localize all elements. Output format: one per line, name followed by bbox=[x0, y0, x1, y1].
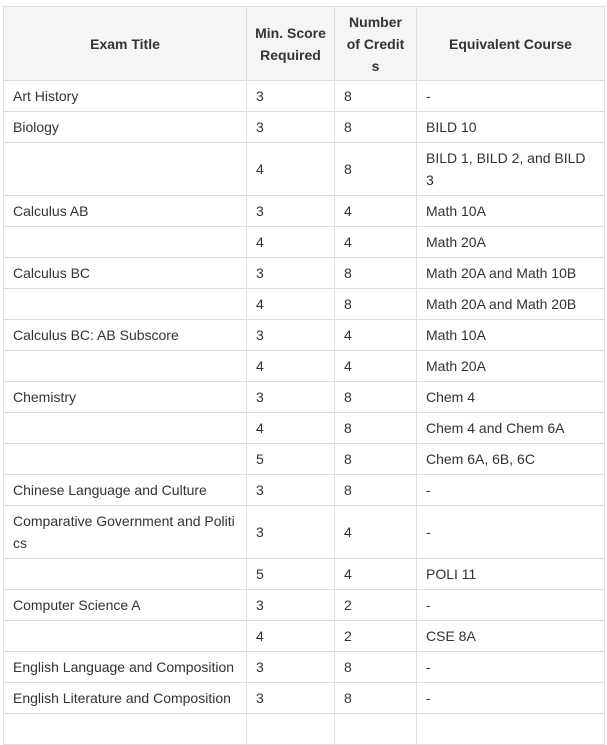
table-row bbox=[4, 320, 605, 351]
cell-min-score: 4 bbox=[247, 227, 335, 258]
table-header-row bbox=[4, 7, 605, 81]
table-row bbox=[4, 258, 605, 289]
table-row bbox=[4, 382, 605, 413]
table-row bbox=[4, 351, 605, 382]
cell-equivalent-course: BILD 1, BILD 2, and BILD 3 bbox=[417, 143, 605, 196]
cell-min-score: 3 bbox=[247, 590, 335, 621]
cell-min-score: 3 bbox=[247, 652, 335, 683]
cell-equivalent-course: - bbox=[417, 475, 605, 506]
cell-equivalent-course: - bbox=[417, 506, 605, 559]
table-row bbox=[4, 112, 605, 143]
cell-equivalent-course: Math 10A bbox=[417, 196, 605, 227]
cell-equivalent-course: - bbox=[417, 652, 605, 683]
cell-equivalent-course: Chem 4 and Chem 6A bbox=[417, 413, 605, 444]
cell-min-score: 3 bbox=[247, 258, 335, 289]
cell-min-score: 3 bbox=[247, 683, 335, 714]
cell-exam-title: Calculus BC: AB Subscore bbox=[4, 320, 247, 351]
cell-min-score: 5 bbox=[247, 559, 335, 590]
cell-equivalent-course: Math 20A and Math 10B bbox=[417, 258, 605, 289]
cell-exam-title bbox=[4, 444, 247, 475]
cell-credits: 4 bbox=[335, 559, 417, 590]
cell-credits bbox=[335, 714, 417, 745]
cell-min-score: 3 bbox=[247, 506, 335, 559]
cell-exam-title bbox=[4, 289, 247, 320]
cell-equivalent-course: POLI 11 bbox=[417, 559, 605, 590]
cell-min-score: 4 bbox=[247, 413, 335, 444]
table-row bbox=[4, 444, 605, 475]
cell-exam-title bbox=[4, 227, 247, 258]
header-equivalent-course: Equivalent Course bbox=[417, 7, 605, 81]
cell-exam-title bbox=[4, 621, 247, 652]
cell-credits: 8 bbox=[335, 413, 417, 444]
table-body bbox=[4, 81, 605, 745]
cell-exam-title: Art History bbox=[4, 81, 247, 112]
table-row bbox=[4, 590, 605, 621]
cell-exam-title: English Literature and Composition bbox=[4, 683, 247, 714]
cell-equivalent-course: Math 10A bbox=[417, 320, 605, 351]
cell-equivalent-course bbox=[417, 714, 605, 745]
table-row bbox=[4, 475, 605, 506]
cell-equivalent-course: Math 20A bbox=[417, 227, 605, 258]
cell-credits: 4 bbox=[335, 227, 417, 258]
cell-exam-title bbox=[4, 559, 247, 590]
cell-min-score: 3 bbox=[247, 320, 335, 351]
cell-min-score: 3 bbox=[247, 81, 335, 112]
cell-credits: 4 bbox=[335, 506, 417, 559]
cell-min-score: 4 bbox=[247, 143, 335, 196]
header-min-score: Min. Score Required bbox=[247, 7, 335, 81]
table-row bbox=[4, 289, 605, 320]
cell-credits: 8 bbox=[335, 475, 417, 506]
cell-exam-title: Calculus BC bbox=[4, 258, 247, 289]
cell-min-score: 4 bbox=[247, 289, 335, 320]
ap-credit-table bbox=[3, 6, 605, 745]
cell-exam-title: Biology bbox=[4, 112, 247, 143]
cell-exam-title: Calculus AB bbox=[4, 196, 247, 227]
cell-min-score: 5 bbox=[247, 444, 335, 475]
cell-equivalent-course: CSE 8A bbox=[417, 621, 605, 652]
cell-exam-title bbox=[4, 413, 247, 444]
cell-credits: 8 bbox=[335, 289, 417, 320]
cell-min-score: 3 bbox=[247, 382, 335, 413]
header-credits: Number of Credits bbox=[335, 7, 417, 81]
cell-credits: 4 bbox=[335, 320, 417, 351]
cell-credits: 8 bbox=[335, 683, 417, 714]
table-row bbox=[4, 559, 605, 590]
cell-equivalent-course: Math 20A bbox=[417, 351, 605, 382]
cell-equivalent-course: - bbox=[417, 81, 605, 112]
cell-credits: 2 bbox=[335, 621, 417, 652]
table-row bbox=[4, 143, 605, 196]
table-row bbox=[4, 714, 605, 745]
cell-credits: 8 bbox=[335, 382, 417, 413]
cell-exam-title: Computer Science A bbox=[4, 590, 247, 621]
cell-exam-title: Chemistry bbox=[4, 382, 247, 413]
cell-exam-title: Comparative Government and Politics bbox=[4, 506, 247, 559]
cell-min-score: 4 bbox=[247, 351, 335, 382]
table-row bbox=[4, 227, 605, 258]
cell-credits: 8 bbox=[335, 112, 417, 143]
table-row bbox=[4, 652, 605, 683]
cell-equivalent-course: - bbox=[417, 590, 605, 621]
cell-min-score: 3 bbox=[247, 112, 335, 143]
cell-credits: 8 bbox=[335, 81, 417, 112]
cell-credits: 4 bbox=[335, 196, 417, 227]
cell-min-score: 4 bbox=[247, 621, 335, 652]
table-row bbox=[4, 683, 605, 714]
cell-min-score: 3 bbox=[247, 196, 335, 227]
cell-credits: 4 bbox=[335, 351, 417, 382]
cell-equivalent-course: - bbox=[417, 683, 605, 714]
table-row bbox=[4, 196, 605, 227]
cell-equivalent-course: Chem 4 bbox=[417, 382, 605, 413]
cell-equivalent-course: Chem 6A, 6B, 6C bbox=[417, 444, 605, 475]
cell-credits: 8 bbox=[335, 444, 417, 475]
cell-exam-title bbox=[4, 714, 247, 745]
cell-credits: 2 bbox=[335, 590, 417, 621]
cell-equivalent-course: BILD 10 bbox=[417, 112, 605, 143]
cell-credits: 8 bbox=[335, 258, 417, 289]
table-row bbox=[4, 621, 605, 652]
table-row bbox=[4, 506, 605, 559]
cell-exam-title: English Language and Composition bbox=[4, 652, 247, 683]
table-row bbox=[4, 413, 605, 444]
cell-min-score: 3 bbox=[247, 475, 335, 506]
table-row bbox=[4, 81, 605, 112]
cell-credits: 8 bbox=[335, 652, 417, 683]
cell-exam-title bbox=[4, 143, 247, 196]
cell-min-score bbox=[247, 714, 335, 745]
cell-exam-title bbox=[4, 351, 247, 382]
cell-equivalent-course: Math 20A and Math 20B bbox=[417, 289, 605, 320]
header-exam-title: Exam Title bbox=[4, 7, 247, 81]
cell-exam-title: Chinese Language and Culture bbox=[4, 475, 247, 506]
cell-credits: 8 bbox=[335, 143, 417, 196]
